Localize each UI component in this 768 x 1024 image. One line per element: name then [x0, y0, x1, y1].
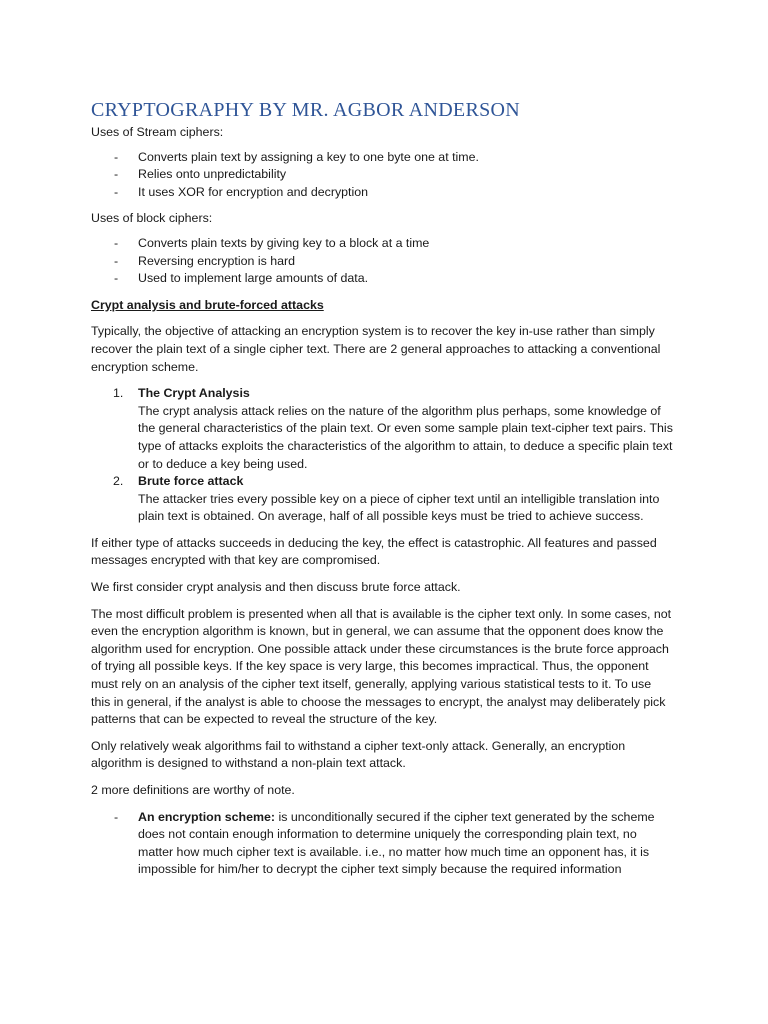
paragraph: Typically, the objective of attacking an encryption system is to recover the key in-use rather than simply recover the plain text of a single cipher text. There are 2 general approaches to attacking a conventional encryption scheme. — [91, 324, 661, 374]
list-item — [91, 149, 673, 167]
section-heading: Crypt analysis and brute-forced attacks — [91, 297, 324, 312]
list-item-text: Reversing encryption is hard — [138, 253, 296, 268]
block-list — [91, 235, 673, 288]
list-item — [91, 184, 673, 202]
item-body: The crypt analysis attack relies on the nature of the algorithm plus perhaps, some knowledge of the general characteristics of the plain text. Or even some sample plain text-cipher text pairs. This type of attacks exploits the characteristics of the algorithm to attain, to deduce a specific plain text or to deduce a key being used. — [138, 403, 673, 471]
dash-bullet: - — [114, 235, 119, 250]
item-number: 1. — [113, 386, 124, 401]
list-item — [91, 270, 673, 288]
definition-term: An encryption scheme: — [138, 809, 276, 824]
item-number: 2. — [113, 474, 124, 489]
item-body: The attacker tries every possible key on a piece of cipher text until an intelligible translation into plain text is obtained. On average, half of all possible keys must be tried to achieve success. — [138, 491, 660, 524]
definitions-list — [91, 809, 673, 879]
document-title: CRYPTOGRAPHY BY MR. AGBOR ANDERSON — [91, 99, 520, 121]
paragraph: The most difficult problem is presented when all that is available is the cipher text only. In some cases, not even the encryption algorithm is known, but in general, we can assume that the opponent does know the algorithm used for encryption. One possible attack under these circumstances is the brute force approach of trying all possible keys. If the key space is very large, this becomes impractical. Thus, the opponent must rely on an analysis of the cipher text itself, generally, applying various statistical tests to it. To use this in general, if the analyst is able to choose the messages to encrypt, the analyst may deliberately pick patterns that can be expected to reveal the structure of the key. — [91, 606, 672, 727]
paragraph: Only relatively weak algorithms fail to withstand a cipher text-only attack. Generally, an encryption algorithm is designed to withstand a non-plain text attack. — [91, 738, 626, 771]
list-item-text: Used to implement large amounts of data. — [138, 271, 369, 286]
block-heading: Uses of block ciphers: — [91, 211, 213, 226]
list-item-text: Converts plain texts by giving key to a block at a time — [138, 235, 430, 250]
list-item-text: Relies onto unpredictability — [138, 167, 287, 182]
list-item-text: Converts plain text by assigning a key to one byte one at time. — [138, 149, 479, 164]
list-item — [91, 235, 673, 253]
list-item — [91, 809, 673, 879]
list-item-text: It uses XOR for encryption and decryption — [138, 184, 369, 199]
list-item — [91, 253, 673, 271]
paragraph: If either type of attacks succeeds in deducing the key, the effect is catastrophic. All features and passed messages encrypted with that key are compromised. — [91, 535, 657, 568]
dash-bullet: - — [114, 167, 119, 182]
numbered-item — [91, 385, 673, 473]
dash-bullet: - — [114, 253, 119, 268]
dash-bullet: - — [114, 271, 119, 286]
stream-list — [91, 149, 673, 202]
approaches-list — [91, 385, 673, 526]
stream-heading: Uses of Stream ciphers: — [91, 125, 224, 139]
item-title: Brute force attack — [138, 474, 244, 489]
paragraph: 2 more definitions are worthy of note. — [91, 783, 295, 797]
list-item — [91, 166, 673, 184]
item-title: The Crypt Analysis — [138, 386, 250, 401]
paragraph: We first consider crypt analysis and then discuss brute force attack. — [91, 580, 461, 595]
dash-bullet: - — [114, 809, 119, 824]
dash-bullet: - — [114, 149, 119, 164]
definition-body: is unconditionally secured if the cipher text generated by the scheme does not contain enough information to determine uniquely the corresponding plain text, no matter how much cipher text is available. i.e., no matter how much time an opponent has, it is impossible for him/her to decrypt the cipher text simply because the required information — [138, 809, 655, 877]
numbered-item — [91, 473, 673, 526]
dash-bullet: - — [114, 184, 119, 199]
